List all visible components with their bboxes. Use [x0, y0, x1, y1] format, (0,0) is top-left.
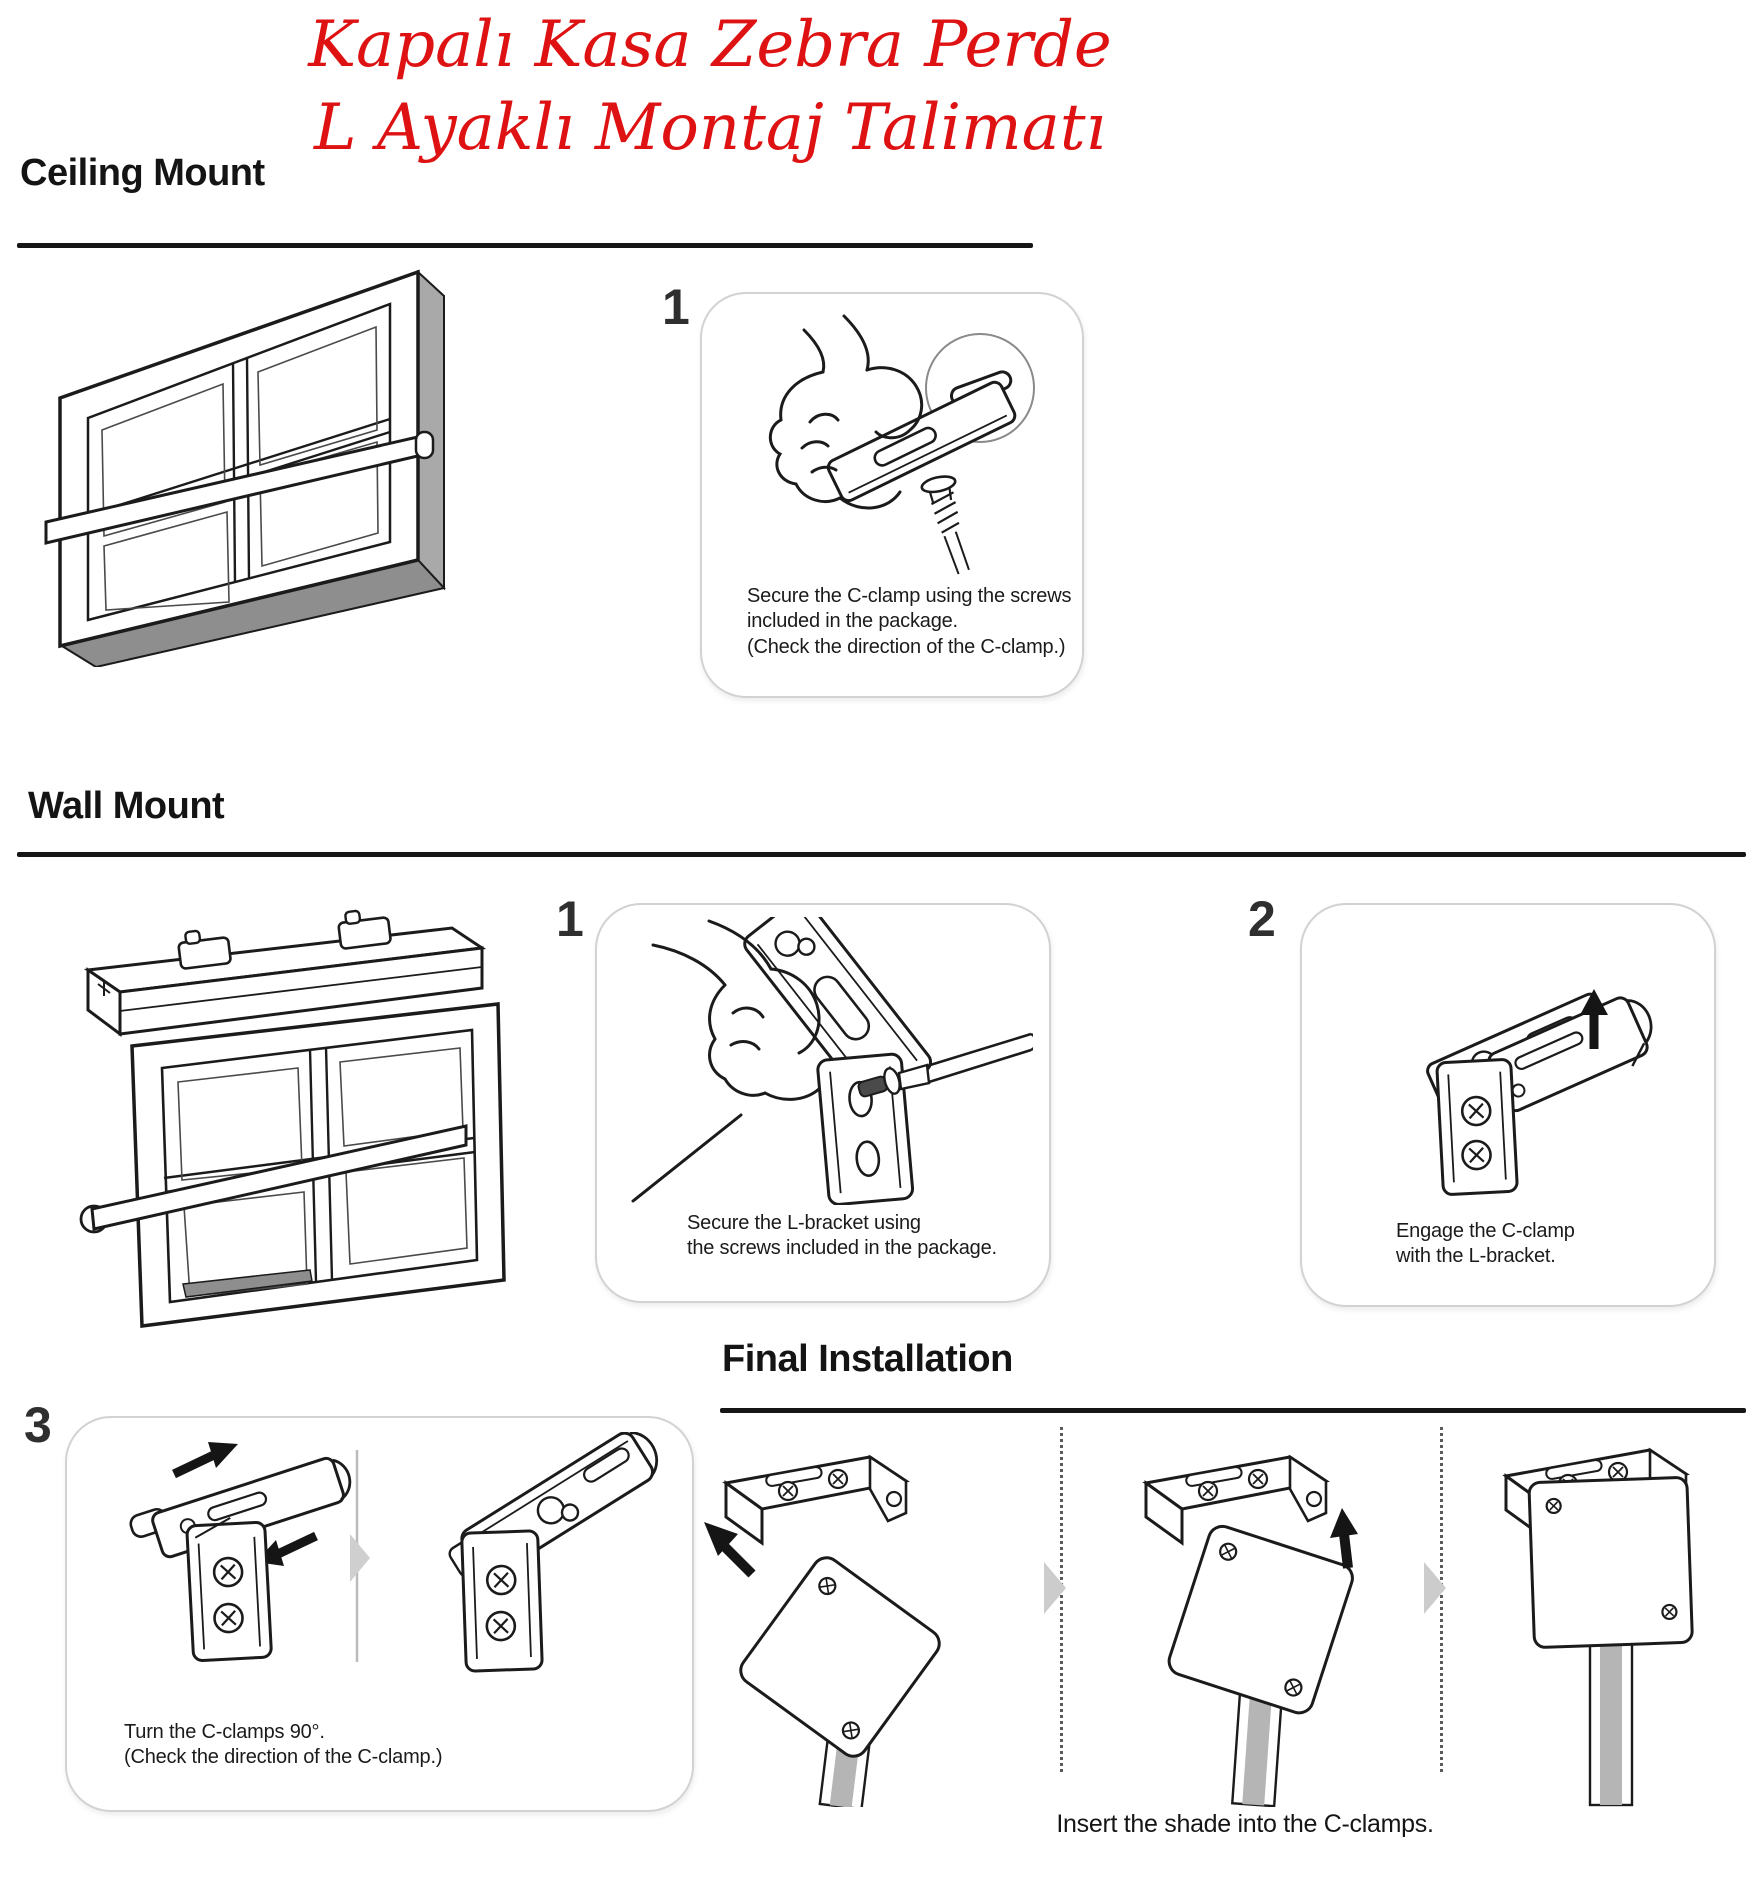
final-section-rule [720, 1408, 1746, 1413]
chevron-right-icon [350, 1534, 370, 1582]
chevron-right-icon [1044, 1562, 1066, 1614]
final-installation-caption: Insert the shade into the C-clamps. [1056, 1810, 1434, 1838]
caption-line: with the L-bracket. [1396, 1245, 1556, 1268]
c-clamp-icon [337, 907, 391, 949]
wall-step1-caption [687, 1211, 997, 1262]
ceiling-mount-heading: Ceiling Mount [20, 152, 265, 194]
c-clamp-l-bracket-engage-illustration [1332, 931, 1682, 1213]
ceiling-step1-caption [747, 584, 1071, 660]
ceiling-step-number: 1 [662, 279, 690, 335]
shade-panel [1165, 1523, 1356, 1717]
shade-panel [1529, 1477, 1693, 1647]
wall-step1-box [595, 903, 1051, 1303]
wall-step3-number: 3 [24, 1397, 52, 1453]
wall-window-illustration [20, 878, 540, 1330]
page-title-line2: L Ayaklı Montaj Talimatı [313, 91, 1107, 166]
wall-step2-number: 2 [1248, 891, 1276, 947]
ceiling-step1-box [700, 292, 1084, 698]
caption-line: Turn the C-clamps 90°. [124, 1721, 325, 1743]
wall-mount-heading: Wall Mount [28, 785, 225, 827]
c-clamp-icon [726, 1457, 906, 1543]
caption-line: Secure the C-clamp using the screws [747, 585, 1072, 607]
final-installation-panels [640, 1422, 1754, 1814]
page-title [170, 4, 1250, 170]
final-panel-3-illustration [1470, 1422, 1754, 1807]
caption-line: (Check the direction of the C-clamp.) [747, 635, 1066, 658]
caption-line: Secure the L-bracket using [687, 1212, 921, 1234]
wall-step3-caption [124, 1720, 442, 1771]
final-panel-1-illustration [660, 1422, 1020, 1807]
ceiling-window-illustration [30, 252, 450, 667]
wall-step1-number: 1 [556, 891, 584, 947]
caption-line: the screws included in the package. [687, 1237, 997, 1260]
hand-c-clamp-screw-illustration [726, 304, 1062, 582]
ceiling-section-rule [17, 243, 1033, 248]
shade-panel [735, 1552, 945, 1762]
c-clamp-icon [177, 927, 231, 969]
caption-line: Engage the C-clamp [1396, 1220, 1575, 1242]
final-panel-2-illustration [1090, 1422, 1420, 1807]
caption-line: (Check the direction of the C-clamp.) [124, 1746, 443, 1769]
hand-l-bracket-screwdriver-illustration [613, 917, 1033, 1205]
caption-line: included in the package. [747, 610, 958, 633]
wall-step2-caption [1396, 1219, 1575, 1270]
c-clamp-rotate-before-after-illustration [82, 1432, 677, 1712]
arrow-up-icon [1330, 1508, 1358, 1568]
chevron-right-icon [1424, 1562, 1446, 1614]
wall-step2-box [1300, 903, 1716, 1307]
final-installation-heading: Final Installation [722, 1338, 1013, 1380]
wall-step3-box [65, 1416, 694, 1812]
screw-icon [920, 474, 974, 578]
page-title-line1: Kapalı Kasa Zebra Perde [308, 8, 1112, 82]
wall-section-rule [17, 852, 1746, 857]
